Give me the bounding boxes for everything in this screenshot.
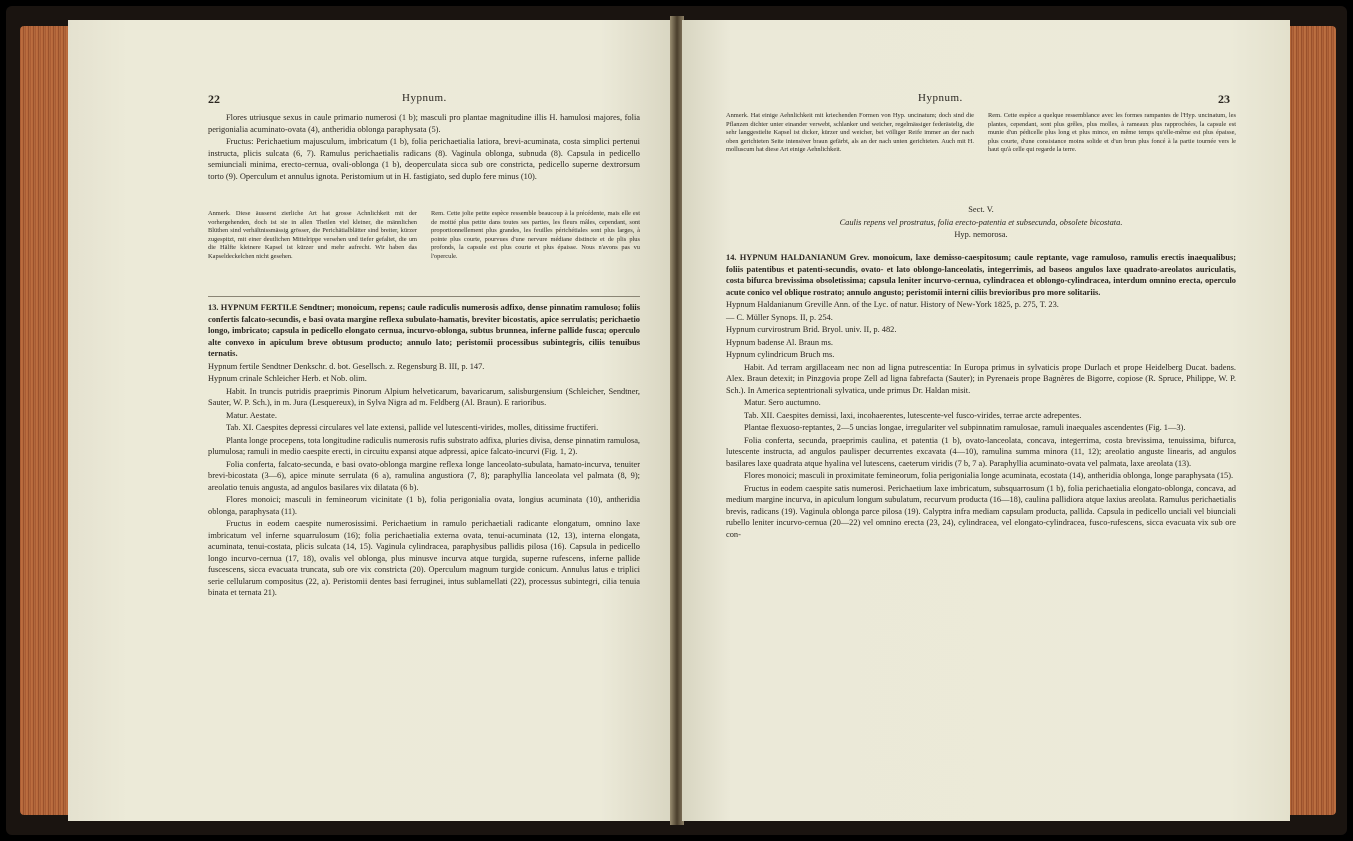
page-number: 23: [1218, 92, 1230, 106]
species-entry: [208, 302, 640, 600]
running-head: Hypnum.: [402, 92, 447, 104]
left-page: [68, 20, 672, 821]
left-intro-text: [208, 112, 640, 183]
paragraph: Matur. Aestate.: [226, 410, 277, 420]
group-title: Hyp. nemorosa.: [954, 230, 1008, 239]
paragraph: Flores monoici; masculi in femineorum vicinitate (1 b), folia perigonialia ovata, longius acuminata (10), antheridia oblonga, paraphysata (11).: [208, 495, 640, 516]
species-entry: [726, 252, 1236, 541]
right-page-edges: [1288, 26, 1336, 815]
note-french: Rem. Cette jolie petite espèce ressemble beaucoup à la précédente, mais elle est de moitié plus petite dans toutes ses parties, les fleurs mâles, cependant, sont proportionnellement plus grandes, les feuilles périchétiales sont plus larges, à pointe plus courte, pourvues d'une nervure médiane distincte et de plis plus profonds, la capsule est plus courte et plus épaisse. Nous n'avons pas vu l'opercule.: [431, 210, 640, 260]
section-subtitle: Caulis repens vel prostratus, folia erecto-patentia et subsecunda, obsolete bicostata.: [839, 217, 1123, 227]
note-german: Anmerk. Diese äusserst zierliche Art hat grosse Achnlichkeit mit der vorhergehenden, doch ist sie in allen Theilen viel kleiner, die männlichen Blüthen sind verhältnissmässig grösser, die Perichätialblätter sind breiter, kürzer zugespitzt, mit einer deutlichen Mittelrippe versehen und tiefer gefaltet, die um die Hälfte kleinere Kapsel ist kürzer und mehr aufrecht. Wir haben das Kapseldeckelchen nicht gesehen.: [208, 210, 417, 260]
species-diagnosis: 13. HYPNUM FERTILE Sendtner; monoicum, repens; caule radiculis numerosis adfixo, dense pinnatim ramuloso; foliis confertis falcato-secundis, e basi ovata margine reflexa subulato-hamatis, breviter bicostatis, apice serrulatis; perichaetio longo, imbricato; capsula in pedicello elongato cernua, incurvo-oblonga, subtus brunnea, inferne pallide fusca; operculo alte convexo in apiculum breve obtusum producto; annulo lato; peristomii processibus subintegris, ciliis tenuibus ternatis.: [208, 303, 640, 358]
species-diagnosis: 14. HYPNUM HALDANIANUM Grev. monoicum, laxe demisso-caespitosum; caule reptante, vage ramuloso, ramulis erectis inaequalibus; foliis patentibus et patenti-secundis, ovato- et lato oblongo-lanceolatis, integerrimis, ad baseos angulos laxe quadrato-areolatos auriculatis, costa bifurca brevissima obsoletissima; capsula leniter incurvo-cernua, cylindracea et oblongo-cylindracea, interdum omnino erecta, operculo acute conico vel oblique rostrato; annulo angusto; peristomii interni ciliis brevioribus pro more solitariis.: [726, 253, 1236, 297]
right-page: [682, 20, 1290, 821]
paragraph: Flores monoici; masculi in proximitate femineorum, folia perigonialia longe acuminata, ecostata (14), antheridia oblonga, longe paraphysata (15).: [744, 471, 1234, 480]
paragraph: Folia conferta, secunda, praeprimis caulina, et patentia (1 b), ovato-lanceolata, concava, integerrima, costa brevissima, tenuissima, bifurca, lutescente instructa, ad angulos paulisper decurrentes excavata (4—10), ramulina summa minora (11, 12); areolatio anguste linearis, ad angulos basilares laxe quadrata atque hyalina vel lutescens, caeterum viridis (7 b, 7 a). Paraphyllia acuminato-ovata vel palmata, laxe areolata (13).: [726, 435, 1236, 468]
section-heading: [726, 204, 1236, 242]
paragraph: Plantae flexuoso-reptantes, 2—5 uncias longae, irregulariter vel subpinnatim ramulosae, ramuli inaequales ascendentes (Fig. 1—3).: [744, 423, 1186, 432]
synonym: Hypnum Haldanianum Greville Ann. of the Lyc. of natur. History of New-York 1825, p. 275, T. 23.: [726, 300, 1059, 309]
paragraph: Fructus in eodem caespite numerosissimi. Perichaetium in ramulo perichaetiali radicante elongatum, omnino laxe imbricatum vel inferne squarrulosum (16); folia perichaetialia externa ovata, tenui-acuminata (12, 13), interna elongata, acuminata, tenui-costata, plicis sulcata (14, 15). Vaginula cylindracea, paraphysibus pallidis pilosa (16). Capsula in pedicello longo incurvo-cernua (17, 18), ovalis vel oblonga, plus minusve incurva atque turgida, superne rufescens, inferne pallide fuscescens, sicca evacuata truncata, sub ore vix constricta (20). Operculum magnum turgide conicum. Annulus latus e triplici serie cellularum compositus (22, a). Peristomii dentes basi ferruginei, intus sublamellati (22), processus subintegri, cilia tenuia binata et ternata 21).: [208, 519, 640, 597]
left-page-edges: [20, 26, 70, 815]
paragraph: Fructus in eodem caespite satis numerosi. Perichaetium laxe imbricatum, subsquarrosum (1 b), folia perichaetialia elongato-oblonga, concava, ad medium margine incurva, in apiculum longum subulatum, recurvum producta (16—18), caulina pallidiora atque laxius areolata. Ramulus perichaetialis brevis, radicans (19). Vaginula oblonga parce pilosa (19). Calyptra infra mediam capsulam producta, pallida. Capsula in pedicello unciali vel biunciali rubello leniter incurvo-cernua (20—22) vel omnino erecta (23, 24), cylindracea, vel elongato-cylindracea, fusco-rufescens, sicca evacuata vix sub ore con-: [726, 483, 1236, 539]
synonym: Hypnum fertile Sendtner Denkschr. d. bot. Gesellsch. z. Regensburg B. III, p. 147.: [208, 361, 485, 371]
paragraph: Tab. XI. Caespites depressi circulares vel late extensi, pallide vel lutescenti-virides, molles, ditissime fructiferi.: [226, 423, 599, 432]
synonym: — C. Müller Synops. II, p. 254.: [726, 312, 833, 322]
paragraph: Tab. XII. Caespites demissi, laxi, incohaerentes, lutescente-vel fusco-virides, terrae arcte adrepentes.: [744, 410, 1082, 420]
paragraph: Folia conferta, falcato-secunda, e basi ovato-oblonga margine reflexa longe lanceolato-subulata, hamato-incurva, tenuiter brevi-bicostata (3—6), apice minute serrulata (6 a), ramulina angustiora (7, 8); paraphyllia lanceolata vel palmata (8, 9); areolatio tenuis angusta, ad angulos basilares vix dilatata (6 b).: [208, 459, 640, 492]
book-spread: [6, 6, 1347, 835]
footnotes: [208, 210, 640, 261]
divider: [208, 296, 640, 297]
note-french: Rem. Cette espèce a quelque ressemblance avec les formes rampantes de l'Hyp. uncinatum, les plantes, cependant, sont plus grêles, plus molles, à rameaux plus rapprochées, la capsule est munie d'un pédicelle plus long et plus mince, en même temps qu'elle-même est plus épaisse, plus courte, d'une consistance moins solide et d'un brun plus foncé à la partie tournée vers le haut qu'à celle qui regarde la terre.: [988, 112, 1236, 153]
footnotes: [726, 112, 1236, 155]
paragraph: Matur. Sero auctumno.: [744, 398, 821, 407]
paragraph: Fructus: Perichaetium majusculum, imbricatum (1 b), folia perichaetialia latiora, brevi-acuminata, costa simplici pertenui instructa, plicis sulcata (6, 7). Ramulus perichaetialis radicans (8). Vaginula oblonga, subnuda (8). Capsula in pedicello semiunciali minima, erecto-cernua, ovali-oblonga (1 b), deoperculata sicca sub ore constricta, pedicello superne dextrorsum torto (9). Operculum et annulus ignota. Peristomium ut in H. fastigiato, sed duplo fere minus (10).: [208, 137, 640, 181]
paragraph: Habit. In truncis putridis praeprimis Pinorum Alpium helveticarum, bavaricarum, salisburgensium (Schleicher, Sendtner, Sauter, W. P. Sch.), in m. Jura (Lesquereux), in Sylva Nigra ad m. Feldberg (Al. Braun). E rarioribus.: [208, 386, 640, 407]
running-head: Hypnum.: [918, 92, 963, 104]
section-title: Sect. V.: [968, 205, 994, 214]
paragraph: Flores utriusque sexus in caule primario numerosi (1 b); masculi pro plantae magnitudine illis H. hamulosi majores, folia perigonialia acuminato-ovata (4), antheridia oblonga paraphysata (5).: [208, 113, 640, 134]
paragraph: Habit. Ad terram argillaceam nec non ad ligna putrescentia: In Europa primus in sylvaticis prope Durlach et prope Heidelberg Ducat. badens. Alex. Braun detexit; in Pinzgovia prope Zell ad ligna fabrefacta (Sauter); in Pyrenaeis prope Bagnères de Bigorre, copiose (R. Spruce, Philippe, W. P. Sch.). In America septentrionali sylvatica, unde primus Dr. Haldan misit.: [726, 362, 1236, 395]
synonym: Hypnum cylindricum Bruch ms.: [726, 350, 835, 359]
synonym: Hypnum badense Al. Braun ms.: [726, 337, 834, 347]
synonym: Hypnum curvirostrum Brid. Bryol. univ. II, p. 482.: [726, 325, 897, 334]
note-german: Anmerk. Hat einige Aehnlichkeit mit kriechenden Formen von Hyp. uncinatum; doch sind die Pflanzen dichter unter einander verwebt, schlanker und weicher, regelmässiger federästelig, die sehr langgestielte Kapsel ist dicker, kürzer und weicher, bei völliger Reife immer an der nach oben gerichteten Seite intensiver braun gefärbt, als an der nach unten gerichteten. Auch mit H. molluscum hat diese Art einige Aehnlichkeit.: [726, 112, 974, 153]
paragraph: Planta longe procepens, tota longitudine radiculis numerosis rufis substrato adfixa, pluries divisa, dense pinnatim ramulosa, plumulosa; ramuli in medio caespite erecti, in circuitu expansi atque adpressi, apice falcato-incurvi (Fig. 1, 2).: [208, 435, 641, 456]
synonym: Hypnum crinale Schleicher Herb. et Nob. olim.: [208, 374, 367, 383]
page-number: 22: [208, 92, 220, 106]
